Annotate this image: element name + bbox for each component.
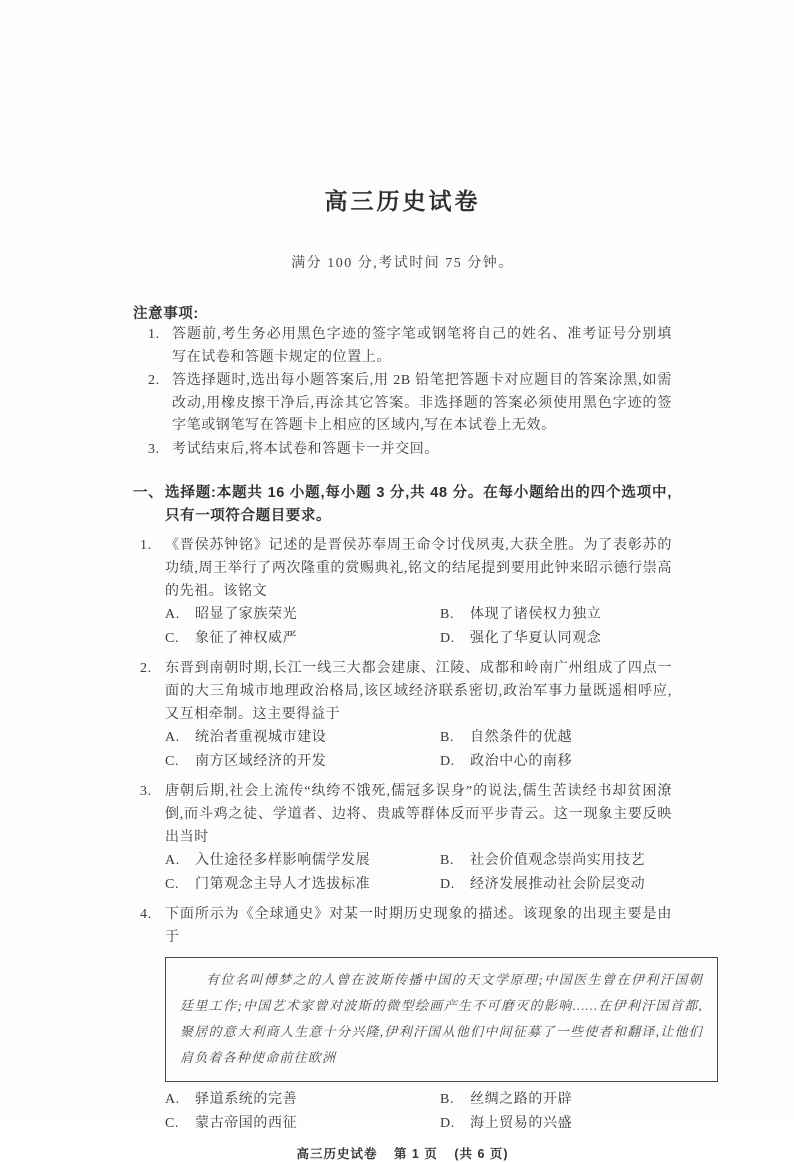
option-label: D. <box>440 630 455 646</box>
option-label: D. <box>440 876 455 892</box>
section-instructions: 选择题:本题共 16 小题,每小题 3 分,共 48 分。在每小题给出的四个选项中,只有一项符合题目要求。 <box>165 485 672 524</box>
option-d <box>440 1112 672 1136</box>
notice-item-text: 答选择题时,选出每小题答案后,用 2B 铅笔把答题卡对应题目的答案涂黑,如需改动,用橡皮擦干净后,再涂其它答案。非选择题的答案必须使用黑色字迹的签字笔或钢笔写在答题卡上相应的区域内,写在本试卷上无效。 <box>172 373 672 433</box>
question-3 <box>133 780 672 896</box>
notice-item-text: 考试结束后,将本试卷和答题卡一并交回。 <box>172 441 439 457</box>
footer-page-number: 第 1 页 <box>393 1147 438 1161</box>
option-row <box>165 849 672 873</box>
option-d <box>440 873 672 897</box>
option-label: B. <box>440 607 455 622</box>
option-text: 南方区域经济的开发 <box>195 753 327 769</box>
question-1 <box>133 534 672 650</box>
option-text: 象征了神权威严 <box>195 630 298 646</box>
page-title: 高三历史试卷 <box>324 188 481 214</box>
option-text: 统治者重视城市建设 <box>195 730 327 745</box>
option-label: D. <box>440 1115 455 1131</box>
option-text: 丝绸之路的开辟 <box>470 1092 573 1107</box>
question-options <box>133 1088 672 1135</box>
question-number: 1. <box>140 538 152 553</box>
option-row <box>165 603 672 627</box>
question-stem <box>133 903 672 949</box>
footer-doc-title: 高三历史试卷 <box>296 1147 378 1161</box>
option-text: 门第观念主导人才选拔标准 <box>195 876 371 892</box>
notice-item-1 <box>133 324 672 369</box>
option-c <box>165 750 440 774</box>
question-4 <box>133 903 703 1135</box>
option-row <box>165 726 672 750</box>
notice-item-number: 1. <box>148 327 160 342</box>
question-number: 3. <box>140 784 152 799</box>
option-text: 昭显了家族荣光 <box>195 607 298 622</box>
option-a <box>165 1088 440 1112</box>
question-options <box>133 726 672 773</box>
option-label: A. <box>165 730 180 745</box>
option-b <box>440 603 672 627</box>
question-stem <box>133 657 672 726</box>
question-options <box>133 849 672 896</box>
option-b <box>440 849 672 873</box>
option-text: 强化了华夏认同观念 <box>470 630 602 646</box>
option-text: 驿道系统的完善 <box>195 1092 298 1107</box>
source-excerpt-text: 有位名叫傅梦之的人曾在波斯传播中国的天文学原理;中国医生曾在伊利汗国朝廷里工作;中国艺术家曾对波斯的微型绘画产生不可磨灭的影响……在伊利汗国首都,聚居的意大利商人生意十分兴隆,伊利汗国从他们中间征募了一些使者和翻译,让他们肩负着各种使命前往欧洲 <box>180 972 703 1065</box>
option-c <box>165 873 440 897</box>
option-text: 经济发展推动社会阶层变动 <box>470 876 646 892</box>
option-c <box>165 1112 440 1136</box>
option-row <box>165 873 672 897</box>
question-number: 2. <box>140 661 152 676</box>
option-label: C. <box>165 1115 180 1131</box>
option-text: 政治中心的南移 <box>470 753 573 769</box>
option-label: D. <box>440 753 455 769</box>
option-row <box>165 627 672 651</box>
option-label: A. <box>165 1092 180 1107</box>
option-row <box>165 1112 672 1136</box>
option-text: 自然条件的优越 <box>470 730 573 745</box>
option-label: C. <box>165 753 180 769</box>
option-d <box>440 627 672 651</box>
option-a <box>165 603 440 627</box>
option-d <box>440 750 672 774</box>
question-text: 唐朝后期,社会上流传“纨绔不饿死,儒冠多误身”的说法,儒生苦读经书却贫困潦倒,而斗鸡之徒、学道者、边将、贵戚等群体反而平步青云。这一现象主要反映出当时 <box>165 784 672 845</box>
option-label: C. <box>165 876 180 892</box>
question-2 <box>133 657 672 773</box>
notice-item-number: 2. <box>148 373 160 388</box>
option-c <box>165 627 440 651</box>
option-a <box>165 726 440 750</box>
notice-item-number: 3. <box>148 441 160 457</box>
option-row <box>165 1088 672 1112</box>
option-label: C. <box>165 630 180 646</box>
option-b <box>440 726 672 750</box>
question-number: 4. <box>140 907 152 922</box>
question-stem <box>133 534 672 603</box>
option-text: 社会价值观念崇尚实用技艺 <box>470 853 646 868</box>
question-options <box>133 603 672 650</box>
option-label: A. <box>165 607 180 622</box>
option-label: B. <box>440 1092 455 1107</box>
notice-item-text: 答题前,考生务必用黑色字迹的签字笔或钢笔将自己的姓名、准考证号分别填写在试卷和答题卡规定的位置上。 <box>172 327 672 365</box>
page-footer <box>133 1144 672 1162</box>
section-number: 一、 <box>133 485 164 501</box>
option-row <box>165 750 672 774</box>
notice-item-3 <box>133 439 672 462</box>
source-excerpt-box <box>165 957 718 1082</box>
option-text: 入仕途径多样影响儒学发展 <box>195 853 371 868</box>
section-heading-multiple-choice <box>133 482 672 527</box>
option-a <box>165 849 440 873</box>
option-text: 蒙古帝国的西征 <box>195 1115 298 1131</box>
option-text: 海上贸易的兴盛 <box>470 1115 573 1131</box>
option-label: B. <box>440 853 455 868</box>
option-text: 体现了诸侯权力独立 <box>470 607 602 622</box>
exam-meta: 满分 100 分,考试时间 75 分钟。 <box>291 256 514 271</box>
option-b <box>440 1088 672 1112</box>
question-text: 东晋到南朝时期,长江一线三大都会建康、江陵、成都和岭南广州组成了四点一面的大三角城市地理政治格局,该区域经济联系密切,政治军事力量既遥相呼应,又互相牵制。这主要得益于 <box>165 661 672 722</box>
question-stem <box>133 780 672 849</box>
notice-item-2 <box>133 370 672 438</box>
option-label: A. <box>165 853 180 868</box>
question-text: 下面所示为《全球通史》对某一时期历史现象的描述。该现象的出现主要是由于 <box>165 907 672 945</box>
option-label: B. <box>440 730 455 745</box>
footer-page-total: (共 6 页) <box>454 1147 509 1161</box>
question-text: 《晋侯苏钟铭》记述的是晋侯苏奉周王命令讨伐夙夷,大获全胜。为了表彰苏的功绩,周王举行了两次隆重的赏赐典礼,铭文的结尾提到要用此钟来昭示德行崇高的先祖。该铭文 <box>165 538 672 599</box>
notice-heading: 注意事项: <box>133 306 199 322</box>
